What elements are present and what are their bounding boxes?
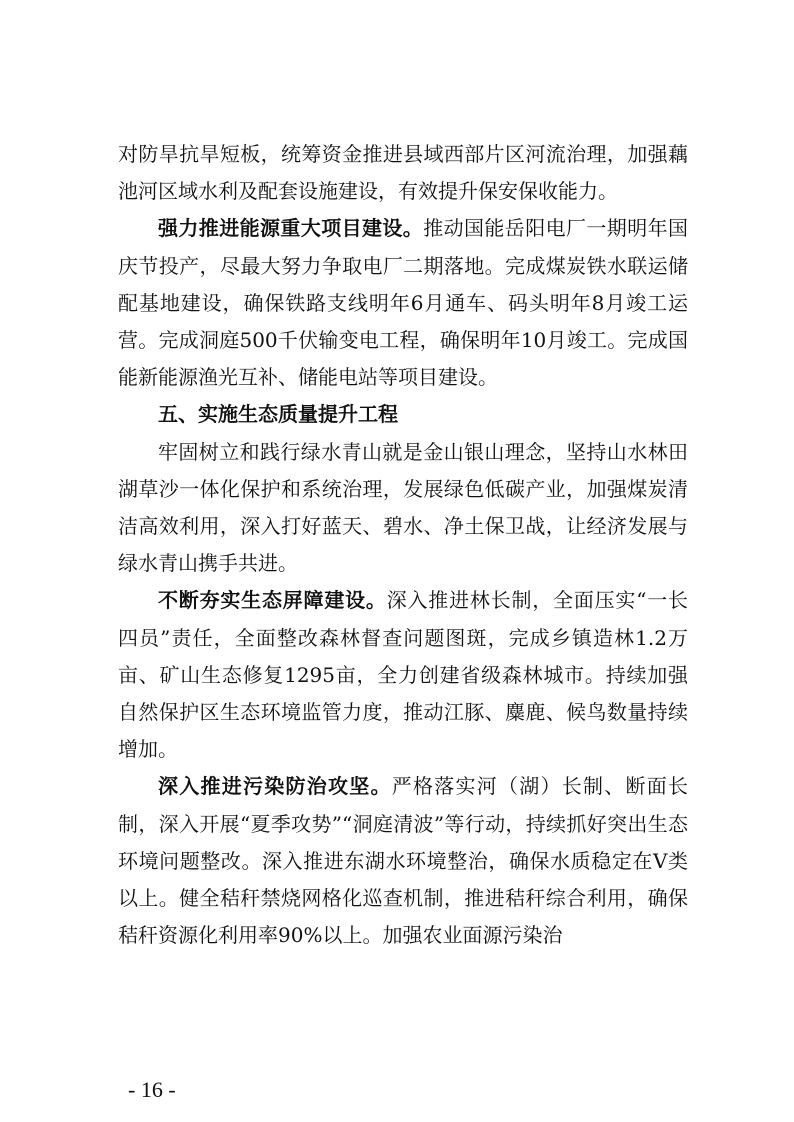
paragraph-lead-heading: 深入推进污染防治攻坚。 <box>158 774 392 799</box>
paragraph-continuation <box>118 136 688 210</box>
paragraph-lead-heading: 强力推进能源重大项目建设。 <box>158 216 424 241</box>
paragraph-energy-projects <box>118 210 688 396</box>
paragraph-text: 对防旱抗旱短板，统筹资金推进县域西部片区河流治理，加强藕池河区域水利及配套设施建设，有效提升保安保收能力。 <box>118 142 688 204</box>
body-text <box>118 136 688 954</box>
section-heading: 五、实施生态质量提升工程 <box>158 402 398 427</box>
paragraph-text: 推动国能岳阳电厂一期明年国庆节投产，尽最大努力争取电厂二期落地。完成煤炭铁水联运储配基地建设，确保铁路支线明年6月通车、码头明年8月竣工运营。完成洞庭500千伏输变电工程，确保明年10月竣工。完成国能新能源渔光互补、储能电站等项目建设。 <box>118 216 689 390</box>
paragraph-ecology-intro <box>118 434 688 583</box>
paragraph-text: 牢固树立和践行绿水青山就是金山银山理念，坚持山水林田湖草沙一体化保护和系统治理，发展绿色低碳产业，加强煤炭清洁高效利用，深入打好蓝天、碧水、净土保卫战，让经济发展与绿水青山携手共进。 <box>118 439 688 576</box>
paragraph-lead-heading: 不断夯实生态屏障建设。 <box>158 588 387 613</box>
paragraph-pollution-control <box>118 768 688 954</box>
page-number: - 16 - <box>128 1077 176 1102</box>
paragraph-text: 深入推进林长制，全面压实“一长四员”责任，全面整改森林督查问题图斑，完成乡镇造林1.2万亩、矿山生态修复1295亩，全力创建省级森林城市。持续加强自然保护区生态环境监管力度，推动江豚、麋鹿、候鸟数量持续增加。 <box>118 588 688 762</box>
paragraph-text: 严格落实河（湖）长制、断面长制，深入开展“夏季攻势”“洞庭清波”等行动，持续抓好突出生态环境问题整改。深入推进东湖水环境整治，确保水质稳定在Ⅴ类以上。健全秸秆禁烧网格化巡查机制，推进秸秆综合利用，确保秸秆资源化利用率90%以上。加强农业面源污染治 <box>118 774 688 948</box>
paragraph-ecological-barrier <box>118 582 688 768</box>
